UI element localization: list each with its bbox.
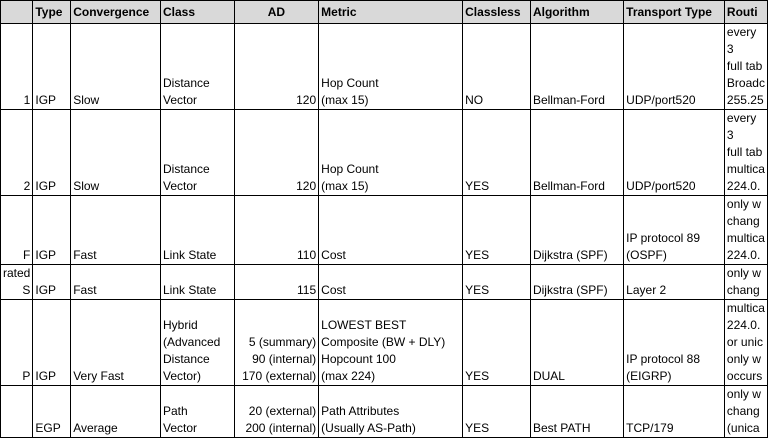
cell-algorithm [530, 24, 623, 110]
algorithm-value: Dijkstra (SPF) [532, 248, 608, 262]
metric-value: Cost [321, 248, 346, 262]
cell-protocol [1, 265, 33, 300]
cell-convergence [71, 300, 161, 386]
algorithm-value: Dijkstra (SPF) [532, 283, 608, 297]
cell-metric [319, 110, 463, 196]
table-row [1, 196, 768, 265]
cell-transport [624, 386, 725, 438]
cell-algorithm [530, 196, 623, 265]
metric-value: Hop Count (max 15) [321, 76, 379, 107]
header-row [1, 1, 768, 24]
cell-type [33, 300, 71, 386]
cell-protocol [1, 24, 33, 110]
protocol-value: P [22, 369, 31, 383]
protocol-value: 1 [23, 93, 31, 107]
protocol-value: 2 [23, 179, 31, 193]
header-routing: Routi [724, 1, 767, 24]
cell-type [33, 110, 71, 196]
ad-value: 5 (summary) 90 (internal) 170 (external) [242, 335, 317, 383]
routing-value: every 3 full tab Broadc 255.25 [726, 25, 765, 107]
metric-value: LOWEST BEST Composite (BW + DLY) Hopcount 100 (max 224) [321, 318, 446, 383]
header-convergence: Convergence [71, 1, 161, 24]
cell-type [33, 265, 71, 300]
cell-algorithm [530, 300, 623, 386]
cell-convergence [71, 265, 161, 300]
cell-class [160, 196, 234, 265]
transport-value: Layer 2 [626, 283, 667, 297]
cell-metric [319, 196, 463, 265]
cell-classless [463, 300, 531, 386]
transport-value: UDP/port520 [626, 93, 696, 107]
cell-routing [724, 110, 767, 196]
cell-classless [463, 265, 531, 300]
algorithm-value: Bellman-Ford [532, 179, 605, 193]
routing-value: every 3 full tab multica 224.0. [726, 111, 765, 193]
classless-value: NO [465, 93, 484, 107]
table-row [1, 300, 768, 386]
type-value: IGP [35, 179, 57, 193]
cell-classless [463, 110, 531, 196]
ad-value: 120 [296, 93, 317, 107]
cell-metric [319, 386, 463, 438]
algorithm-value: Best PATH [532, 421, 591, 435]
transport-value: IP protocol 89 (OSPF) [626, 231, 700, 262]
cell-transport [624, 110, 725, 196]
metric-value: Cost [321, 283, 346, 297]
routing-value: only w chang multica 224.0. [726, 197, 765, 262]
convergence-value: Fast [73, 283, 97, 297]
transport-value: UDP/port520 [626, 179, 696, 193]
cell-routing [724, 300, 767, 386]
cell-convergence [71, 24, 161, 110]
header-algorithm: Algorithm [530, 1, 623, 24]
cell-type [33, 196, 71, 265]
transport-value: IP protocol 88 (EIGRP) [626, 352, 700, 383]
cell-algorithm [530, 265, 623, 300]
algorithm-value: DUAL [532, 369, 565, 383]
class-value: Link State [162, 248, 217, 262]
cell-classless [463, 196, 531, 265]
cell-algorithm [530, 386, 623, 438]
classless-value: YES [465, 369, 490, 383]
type-value: IGP [35, 369, 57, 383]
cell-ad [234, 265, 318, 300]
cell-metric [319, 265, 463, 300]
ad-value: 120 [296, 179, 317, 193]
cell-classless [463, 24, 531, 110]
convergence-value: Slow [73, 179, 100, 193]
cell-ad [234, 386, 318, 438]
header-classless: Classless [463, 1, 531, 24]
cell-type [33, 386, 71, 438]
cell-ad [234, 300, 318, 386]
cell-protocol [1, 300, 33, 386]
classless-value: YES [465, 248, 490, 262]
type-value: EGP [35, 421, 61, 435]
cell-class [160, 265, 234, 300]
type-value: IGP [35, 93, 57, 107]
cell-convergence [71, 196, 161, 265]
class-value: Hybrid (Advanced Distance Vector) [162, 318, 221, 383]
routing-value: multica 224.0. or unic only w occurs [726, 301, 765, 383]
cell-transport [624, 300, 725, 386]
cell-class [160, 300, 234, 386]
convergence-value: Average [73, 421, 118, 435]
header-class: Class [160, 1, 234, 24]
routing-value: only w chang (unica [726, 387, 761, 435]
protocol-value: rated S [3, 266, 31, 297]
protocol-value: F [23, 248, 31, 262]
classless-value: YES [465, 421, 490, 435]
convergence-value: Very Fast [73, 369, 124, 383]
routing-value: only w chang [726, 266, 761, 297]
class-value: Link State [162, 283, 217, 297]
cell-transport [624, 24, 725, 110]
header-metric: Metric [319, 1, 463, 24]
table-row [1, 110, 768, 196]
cell-ad [234, 110, 318, 196]
transport-value: TCP/179 [626, 421, 674, 435]
cell-algorithm [530, 110, 623, 196]
cell-protocol [1, 110, 33, 196]
header-type: Type [33, 1, 71, 24]
cell-metric [319, 300, 463, 386]
header-transport-type: Transport Type [624, 1, 725, 24]
classless-value: YES [465, 283, 490, 297]
cell-routing [724, 196, 767, 265]
cell-ad [234, 196, 318, 265]
class-value: Distance Vector [162, 76, 210, 107]
class-value: Distance Vector [162, 162, 210, 193]
algorithm-value: Bellman-Ford [532, 93, 605, 107]
ad-value: 20 (external) 200 (internal) [245, 404, 317, 435]
cell-ad [234, 24, 318, 110]
table-row [1, 265, 768, 300]
header-ad: AD [234, 1, 318, 24]
table-row [1, 24, 768, 110]
cell-class [160, 24, 234, 110]
cell-protocol [1, 386, 33, 438]
cell-convergence [71, 110, 161, 196]
cell-convergence [71, 386, 161, 438]
table-row [1, 386, 768, 438]
type-value: IGP [35, 283, 57, 297]
class-value: Path Vector [162, 404, 198, 435]
ad-value: 110 [297, 248, 317, 262]
cell-transport [624, 265, 725, 300]
cell-routing [724, 265, 767, 300]
ad-value: 115 [297, 283, 317, 297]
convergence-value: Slow [73, 93, 100, 107]
cell-routing [724, 386, 767, 438]
convergence-value: Fast [73, 248, 97, 262]
cell-class [160, 110, 234, 196]
cell-protocol [1, 196, 33, 265]
metric-value: Hop Count (max 15) [321, 162, 379, 193]
cell-type [33, 24, 71, 110]
header-protocol [1, 1, 33, 24]
cell-transport [624, 196, 725, 265]
type-value: IGP [35, 248, 57, 262]
metric-value: Path Attributes (Usually AS-Path) [321, 404, 416, 435]
classless-value: YES [465, 179, 490, 193]
cell-classless [463, 386, 531, 438]
cell-class [160, 386, 234, 438]
cell-routing [724, 24, 767, 110]
cell-metric [319, 24, 463, 110]
